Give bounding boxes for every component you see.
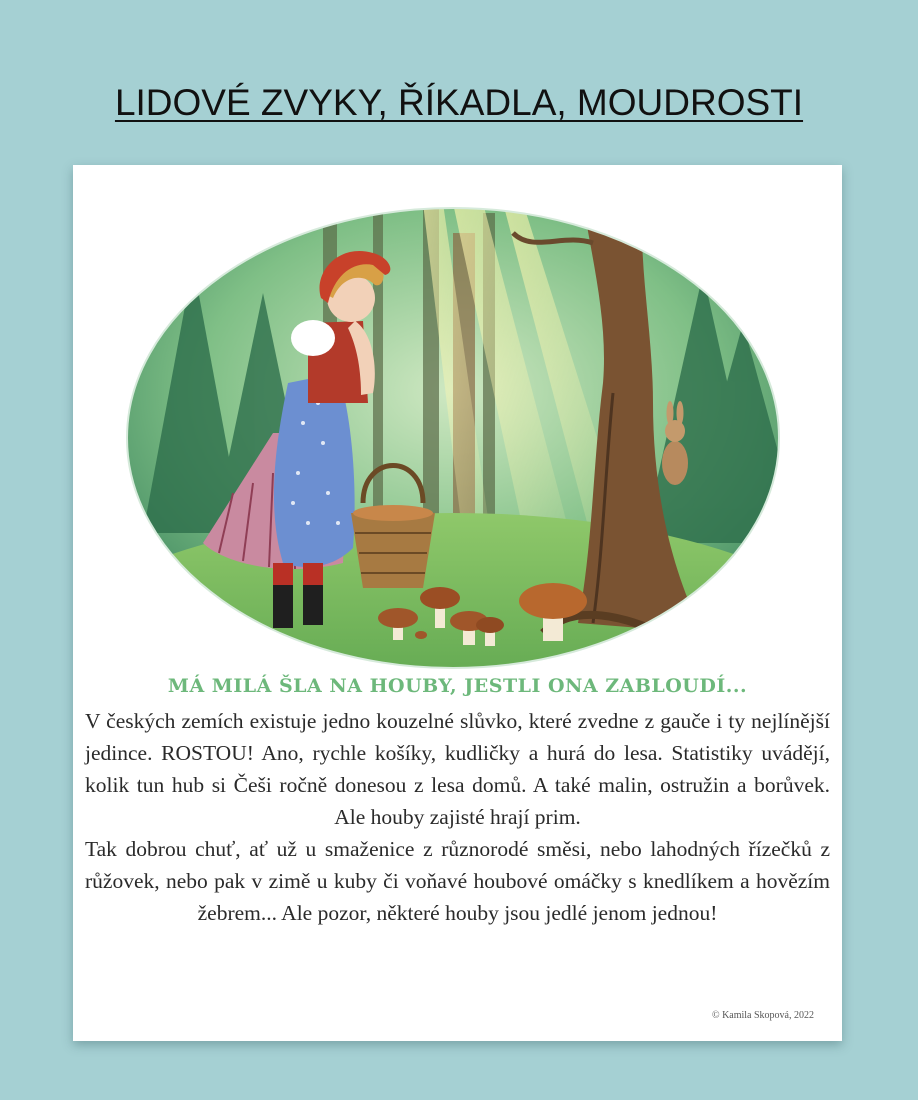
- story-paragraph: V českých zemích existuje jedno kouzelné slůvko, které zvedne z gauče i ty nejlínější jedince. ROSTOU! Ano, rychle košíky, kudličky a hurá do lesa. Statistiky uvádějí, kolik tun hub si Češi ročně donesou z lesa domů. A také malin, ostružin a borůvek. Ale houby zajisté hrají prim.: [85, 709, 830, 829]
- story-card: [73, 165, 842, 1041]
- copyright-note: © Kamila Skopová, 2022: [711, 1010, 814, 1021]
- story-heading: MÁ MILÁ ŠLA NA HOUBY, JESTLI ONA ZABLOUDÍ...: [167, 675, 748, 697]
- story-paragraph: Tak dobrou chuť, ať už u smaženice z různorodé směsi, nebo lahodných řízečků z růžovek, nebo pak v zimě u kuby či voňavé houbové omáčky s knedlíkem a hovězím žebrem... Ale pozor, některé houby jsou jedlé jenom jednou!: [85, 837, 830, 925]
- page-title: [0, 80, 918, 126]
- story-body: [85, 705, 830, 929]
- page-title-text: LIDOVÉ ZVYKY, ŘÍKADLA, MOUDROSTI: [114, 82, 804, 123]
- forest-illustration: [123, 203, 783, 673]
